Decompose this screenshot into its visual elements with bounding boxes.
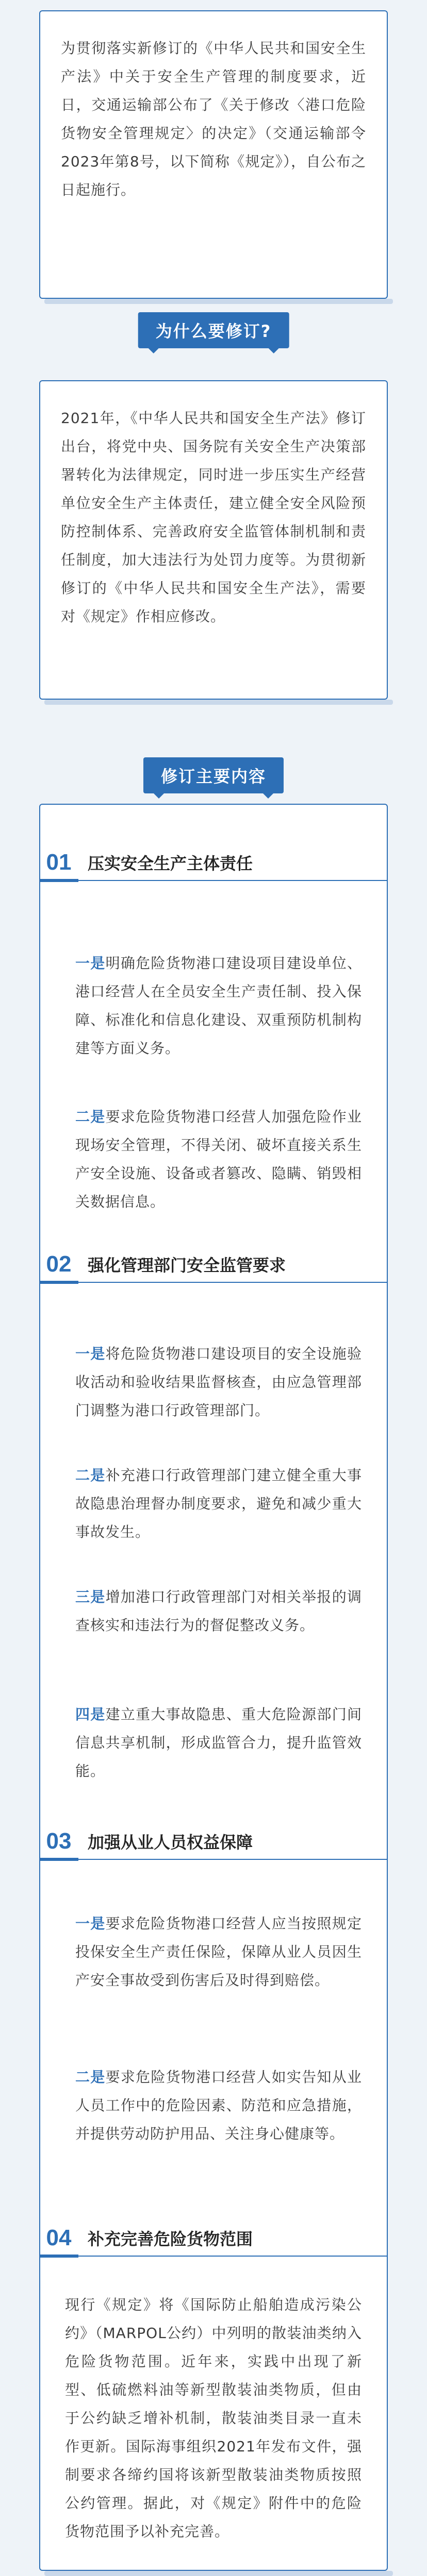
item-text: 建立重大事故隐患、重大危险源部门间信息共享机制，形成监管合力，提升监管效能。: [75, 1706, 362, 1780]
section-03-item-2: [44, 2063, 383, 2148]
section-divider: [39, 1859, 388, 1860]
intro-text: 为贯彻落实新修订的《中华人民共和国安全生产法》中关于安全生产管理的制度要求，近日，交通运输部公布了《关于修改〈港口危险货物安全管理规定〉的决定》（交通运输部令2023年第8号，以下简称《规定》），自公布之日起施行。: [61, 40, 366, 198]
intro-card: [39, 10, 388, 299]
section-03-item-1: [44, 1909, 383, 1994]
section-04-header: [39, 2221, 388, 2256]
why-heading: 为什么要修订?: [138, 312, 289, 348]
main-heading: 修订主要内容: [143, 757, 284, 793]
item-lead: 二是: [75, 2069, 106, 2086]
section-underbar: [39, 1858, 78, 1861]
why-text: 2021年，《中华人民共和国安全生产法》修订出台，将党中央、国务院有关安全生产决策部署转化为法律规定，同时进一步压实生产经营单位安全生产主体责任，建立健全安全风险预防控制体系、完善政府安全监管体制机制和责任制度，加大违法行为处罚力度等。为贯彻新修订的《中华人民共和国安全生产法》，需要对《规定》作相应修改。: [61, 410, 366, 625]
item-text: 现行《规定》将《国际防止船舶造成污染公约》（MARPOL公约）中列明的散装油类纳入危险货物范围。近年来，实践中出现了新型、低硫燃料油等新型散装油类物质，但由于公约缺乏增补机制，散装油类目录一直未作更新。国际海事组织2021年发布文件，强制要求各缔约国将该新型散装油类物质按照公约管理。据此，对《规定》附件中的危险货物范围予以补充完善。: [65, 2296, 362, 2540]
section-title: 加强从业人员权益保障: [88, 1833, 253, 1852]
section-divider: [39, 2256, 388, 2257]
section-02-item-2: [44, 1461, 383, 1546]
intro-card-shadow: [44, 299, 393, 304]
item-text: 增加港口行政管理部门对相关举报的调查核实和违法行为的督促整改义务。: [75, 1588, 362, 1634]
item-lead: 二是: [75, 1108, 106, 1125]
why-card: [39, 380, 388, 700]
section-number: 01: [46, 850, 72, 875]
why-card-shadow: [44, 700, 393, 705]
item-lead: 二是: [75, 1467, 106, 1484]
section-03-header: [39, 1824, 388, 1859]
section-title: 压实安全生产主体责任: [88, 854, 253, 873]
item-text: 要求危险货物港口经营人加强危险作业现场安全管理，不得关闭、破坏直接关系生产安全设施、设备或者篡改、隐瞒、销毁相关数据信息。: [75, 1108, 362, 1210]
item-text: 将危险货物港口建设项目的安全设施验收活动和验收结果监督核查，由应急管理部门调整为港口行政管理部门。: [75, 1345, 362, 1419]
section-title: 补充完善危险货物范围: [88, 2229, 253, 2249]
item-lead: 三是: [75, 1588, 106, 1605]
section-01-header: [39, 845, 388, 880]
section-02-item-4: [44, 1700, 383, 1785]
section-underbar: [39, 1281, 78, 1284]
section-divider: [39, 1282, 388, 1283]
item-lead: 一是: [75, 1915, 106, 1932]
item-lead: 四是: [75, 1706, 106, 1723]
section-number: 03: [46, 1828, 72, 1854]
item-text: 要求危险货物港口经营人应当按照规定投保安全生产责任保险，保障从业人员因生产安全事故受到伤害后及时得到赔偿。: [75, 1915, 362, 1989]
item-text: 要求危险货物港口经营人如实告知从业人员工作中的危险因素、防范和应急措施，并提供劳动防护用品、关注身心健康等。: [75, 2069, 362, 2142]
item-text: 明确危险货物港口建设项目建设单位、港口经营人在全员安全生产责任制、投入保障、标准化和信息化建设、双重预防机制构建等方面义务。: [75, 955, 362, 1057]
section-02-item-1: [44, 1340, 383, 1425]
item-lead: 一是: [75, 955, 106, 972]
section-underbar: [39, 2255, 78, 2258]
section-title: 强化管理部门安全监管要求: [88, 1256, 286, 1275]
section-02-header: [39, 1247, 388, 1282]
main-card-shadow: [44, 2571, 393, 2576]
section-01-item-1: [44, 949, 383, 1062]
item-lead: 一是: [75, 1345, 106, 1362]
section-02-item-3: [44, 1583, 383, 1639]
section-underbar: [39, 879, 78, 882]
section-04-item-1: [44, 2291, 383, 2546]
section-01-item-2: [44, 1103, 383, 1216]
section-divider: [39, 880, 388, 881]
section-number: 04: [46, 2225, 72, 2250]
section-number: 02: [46, 1251, 72, 1277]
item-text: 补充港口行政管理部门建立健全重大事故隐患治理督办制度要求，避免和减少重大事故发生。: [75, 1467, 362, 1540]
